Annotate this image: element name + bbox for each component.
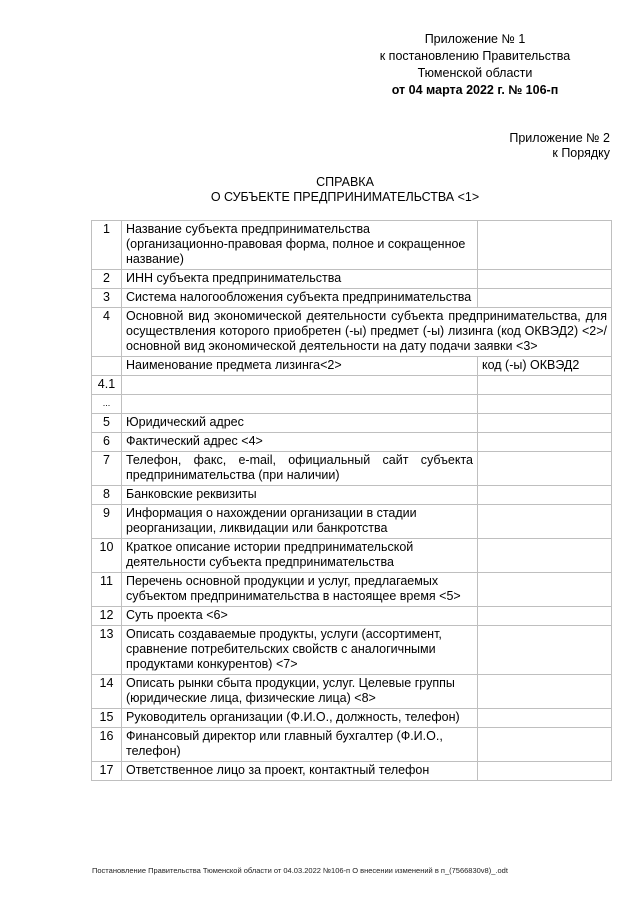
table-row — [92, 505, 612, 539]
row-label: Суть проекта <6> — [122, 607, 478, 626]
row-value[interactable] — [478, 270, 612, 289]
row-number: 13 — [92, 626, 122, 675]
row-number: 14 — [92, 675, 122, 709]
table-row — [92, 675, 612, 709]
row-number: 1 — [92, 221, 122, 270]
row-number: 4.1 — [92, 376, 122, 395]
appendix-resolution: к постановлению Правительства — [379, 49, 571, 63]
table-row — [92, 357, 612, 376]
row-value[interactable] — [478, 486, 612, 505]
table-row — [92, 539, 612, 573]
row-value[interactable] — [478, 675, 612, 709]
row-value[interactable] — [478, 395, 612, 414]
row-value[interactable] — [478, 289, 612, 308]
appendix-region: Тюменской области — [417, 66, 533, 80]
row-label: Перечень основной продукции и услуг, предлагаемых субъектом предпринимательства в настоящее время <5> — [122, 573, 478, 607]
table-row — [92, 626, 612, 675]
document-footer: Постановление Правительства Тюменской области от 04.03.2022 №106-п О внесении изменений в п_(7566830v8)_.odt — [92, 866, 508, 875]
row-label: Руководитель организации (Ф.И.О., должность, телефон) — [122, 709, 478, 728]
row-label: Банковские реквизиты — [122, 486, 478, 505]
okved-header: код (-ы) ОКВЭД2 — [478, 357, 612, 376]
row-value[interactable] — [478, 709, 612, 728]
row-number: 11 — [92, 573, 122, 607]
row-label[interactable] — [122, 376, 478, 395]
row-label: ИНН субъекта предпринимательства — [122, 270, 478, 289]
appendix-number: Приложение № 1 — [424, 32, 526, 46]
table-row — [92, 289, 612, 308]
row-label: Наименование предмета лизинга<2> — [122, 357, 478, 376]
table-row — [92, 452, 612, 486]
row-value[interactable] — [478, 573, 612, 607]
row-number: 2 — [92, 270, 122, 289]
row-value[interactable] — [478, 452, 612, 486]
row-value[interactable] — [478, 433, 612, 452]
row-value[interactable] — [478, 505, 612, 539]
row-value[interactable] — [478, 221, 612, 270]
row-label: Название субъекта предпринимательства (организационно-правовая форма, полное и сокращенное название) — [122, 221, 478, 270]
row-label: Описать создаваемые продукты, услуги (ассортимент, сравнение потребительских свойств с аналогичными продуктами конкурентов) <7> — [122, 626, 478, 675]
row-label: Фактический адрес <4> — [122, 433, 478, 452]
row-label: Информация о нахождении организации в стадии реорганизации, ликвидации или банкротства — [122, 505, 478, 539]
table-row — [92, 221, 612, 270]
row-number: 6 — [92, 433, 122, 452]
row-number: 3 — [92, 289, 122, 308]
row-number: 7 — [92, 452, 122, 486]
table-row — [92, 607, 612, 626]
appendix-2-number: Приложение № 2 — [509, 131, 610, 145]
table-row — [92, 414, 612, 433]
table-row — [92, 270, 612, 289]
row-label: Краткое описание истории предпринимательской деятельности субъекта предпринимательства — [122, 539, 478, 573]
row-value[interactable] — [478, 728, 612, 762]
appendix-header — [360, 31, 590, 99]
row-number: 9 — [92, 505, 122, 539]
table-row — [92, 376, 612, 395]
row-number — [92, 357, 122, 376]
table-row — [92, 709, 612, 728]
title-line-2: О СУБЪЕКТЕ ПРЕДПРИНИМАТЕЛЬСТВА <1> — [210, 190, 480, 204]
info-table — [91, 220, 612, 781]
row-number: ... — [92, 395, 122, 414]
row-label: Телефон, факс, e-mail, официальный сайт субъекта предпринимательства (при наличии) — [122, 452, 478, 486]
appendix-2-header — [509, 131, 610, 161]
document-title — [0, 175, 640, 205]
row-label: Система налогообложения субъекта предпринимательства — [122, 289, 478, 308]
row-number: 16 — [92, 728, 122, 762]
row-label: Описать рынки сбыта продукции, услуг. Целевые группы (юридические лица, физические лица) <8> — [122, 675, 478, 709]
appendix-2-procedure: к Порядку — [552, 146, 610, 160]
row-number: 15 — [92, 709, 122, 728]
row-label: Основной вид экономической деятельности субъекта предпринимательства, для осуществления которого приобретен (-ы) предмет (-ы) лизинга (код ОКВЭД2) <2>/ основной вид экономической деятельности на дату подачи заявки <3> — [122, 308, 612, 357]
appendix-date: от 04 марта 2022 г. № 106-п — [391, 83, 559, 97]
row-label: Финансовый директор или главный бухгалтер (Ф.И.О., телефон) — [122, 728, 478, 762]
table-row — [92, 395, 612, 414]
row-value[interactable] — [478, 414, 612, 433]
row-value[interactable] — [478, 762, 612, 781]
row-number: 17 — [92, 762, 122, 781]
table-row — [92, 433, 612, 452]
row-label: Ответственное лицо за проект, контактный телефон — [122, 762, 478, 781]
row-label[interactable] — [122, 395, 478, 414]
row-number: 10 — [92, 539, 122, 573]
row-number: 8 — [92, 486, 122, 505]
row-value[interactable] — [478, 607, 612, 626]
row-label: Юридический адрес — [122, 414, 478, 433]
table-row — [92, 728, 612, 762]
table-row — [92, 573, 612, 607]
title-line-1: СПРАВКА — [316, 175, 374, 189]
row-number: 4 — [92, 308, 122, 357]
row-number: 12 — [92, 607, 122, 626]
row-value[interactable] — [478, 376, 612, 395]
row-number: 5 — [92, 414, 122, 433]
table-row — [92, 486, 612, 505]
table-row — [92, 308, 612, 357]
table-row — [92, 762, 612, 781]
row-value[interactable] — [478, 626, 612, 675]
row-value[interactable] — [478, 539, 612, 573]
